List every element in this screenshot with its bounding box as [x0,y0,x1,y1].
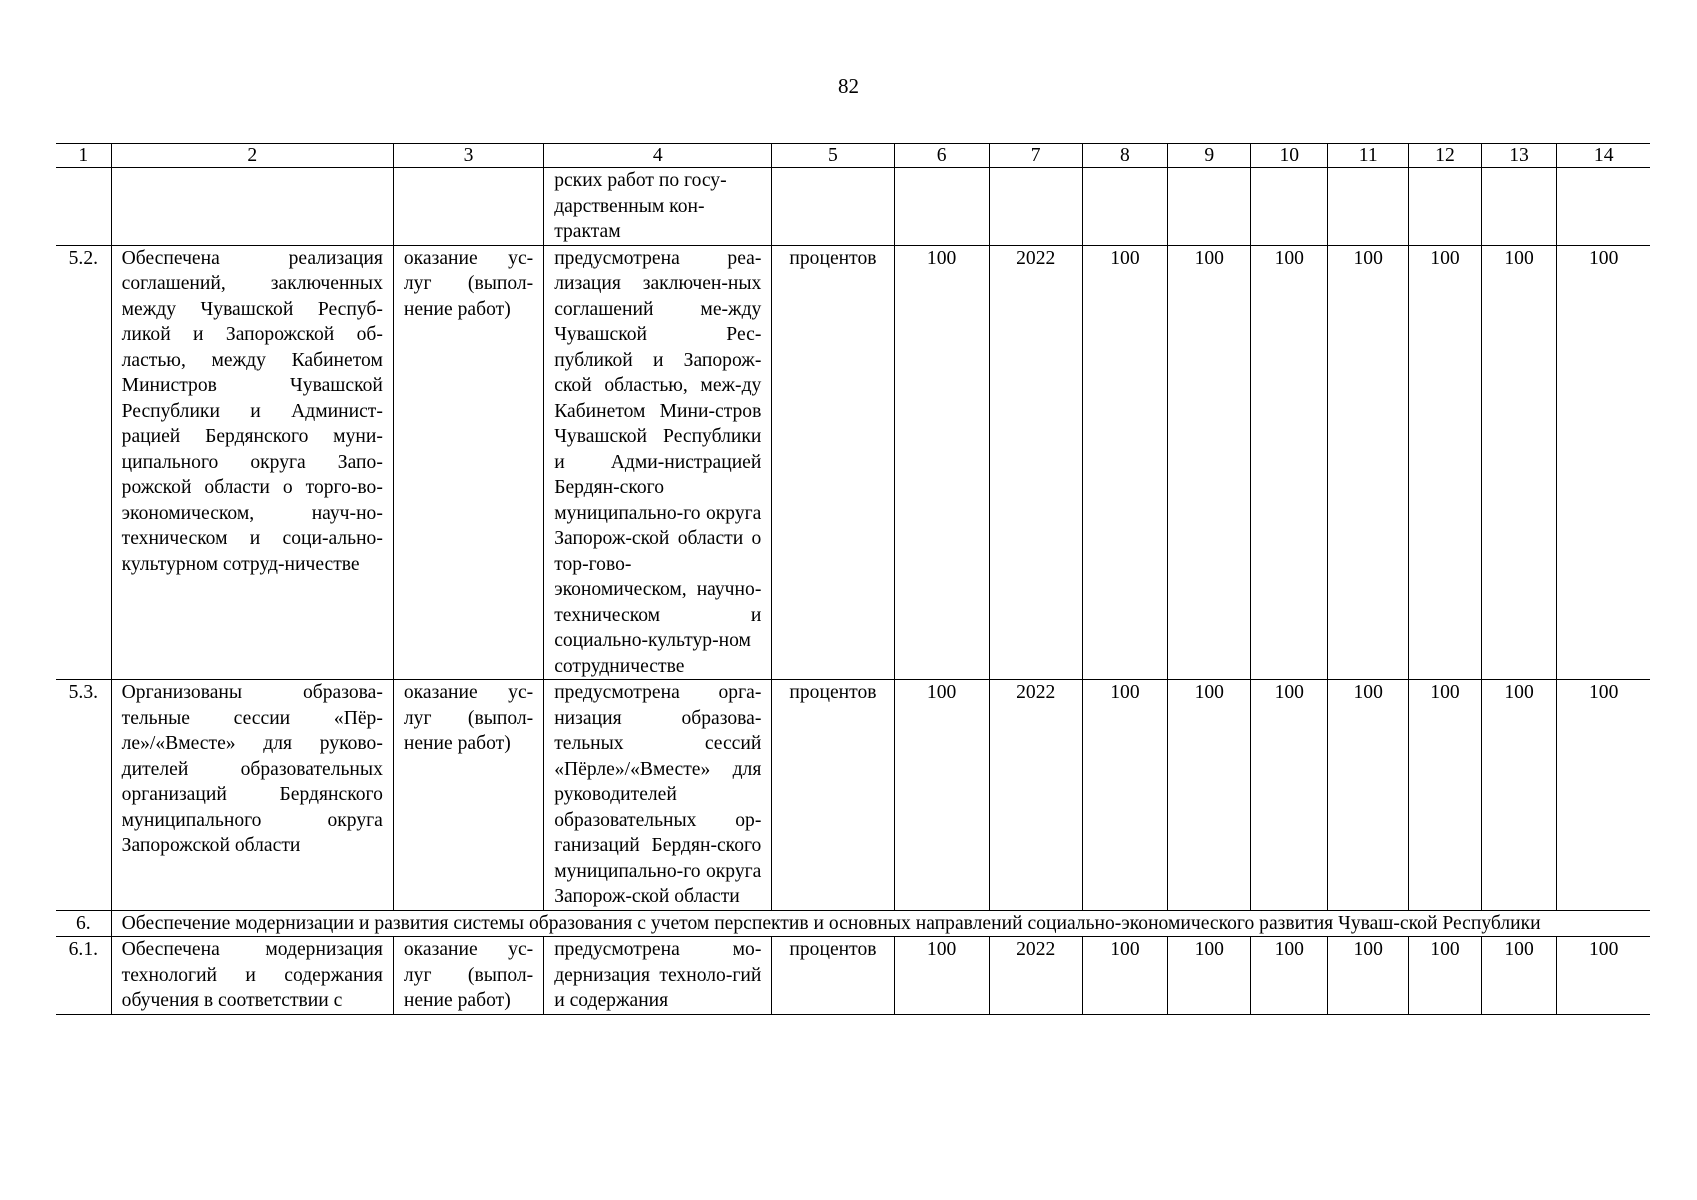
year-value: 100 [1082,245,1167,680]
base-year: 2022 [989,937,1082,1015]
base-value [894,168,989,246]
year-value: 100 [1481,245,1557,680]
column-number: 5 [772,144,894,168]
indicators-table [56,143,1650,1015]
section-row [56,910,1650,937]
year-value: 100 [1251,680,1328,911]
year-value [1082,168,1167,246]
result-name [111,168,393,246]
year-value: 100 [1328,937,1409,1015]
column-number: 3 [393,144,543,168]
year-value [1251,168,1328,246]
unit-of-measure: процентов [772,937,894,1015]
year-value: 100 [1082,937,1167,1015]
result-name: Организованы образова-тельные сессии «Пёр-ле»/«Вместе» для руково-дителей образовательных организаций Бердянского муниципального округа Запорожской области [111,680,393,911]
row-number: 6.1. [56,937,111,1015]
year-value: 100 [1168,937,1251,1015]
year-value: 100 [1328,245,1409,680]
year-value: 100 [1168,245,1251,680]
column-number: 2 [111,144,393,168]
year-value: 100 [1082,680,1167,911]
result-description: предусмотрена реа-лизация заключен-ных соглашений ме-жду Чувашской Рес-публикой и Запорож-ской областью, меж-ду Кабинетом Мини-стров Чувашской Республики и Адми-нистрацией Бердян-ского муниципально-го округа Запорож-ской области о тор-гово-экономическом, научно-техническом и социально-культур-ном сотрудничестве [544,245,772,680]
unit-of-measure: процентов [772,680,894,911]
year-value: 100 [1168,680,1251,911]
result-description: предусмотрена мо-дернизация техноло-гий и содержания [544,937,772,1015]
year-value [1328,168,1409,246]
table-row [56,937,1650,1015]
result-type: оказание ус-луг (выпол-нение работ) [393,937,543,1015]
row-number: 5.3. [56,680,111,911]
table-row [56,168,1650,246]
column-number: 11 [1328,144,1409,168]
section-title: Обеспечение модернизации и развития системы образования с учетом перспектив и основных направлений социально-экономического развития Чуваш-ской Республики [111,910,1650,937]
column-number: 12 [1409,144,1481,168]
base-year: 2022 [989,680,1082,911]
year-value: 100 [1481,680,1557,911]
result-type: оказание ус-луг (выпол-нение работ) [393,245,543,680]
year-value [1481,168,1557,246]
base-year [989,168,1082,246]
unit-of-measure [772,168,894,246]
unit-of-measure: процентов [772,245,894,680]
year-value: 100 [1409,680,1481,911]
table-row [56,680,1650,911]
page-number: 82 [838,74,859,98]
table-row [56,245,1650,680]
column-number: 8 [1082,144,1167,168]
column-number: 9 [1168,144,1251,168]
result-type: оказание ус-луг (выпол-нение работ) [393,680,543,911]
year-value [1168,168,1251,246]
section-number: 6. [56,910,111,937]
column-number: 7 [989,144,1082,168]
column-number: 6 [894,144,989,168]
year-value: 100 [1251,245,1328,680]
result-name: Обеспечена модернизация технологий и содержания обучения в соответствии с [111,937,393,1015]
row-number [56,168,111,246]
year-value [1557,168,1650,246]
result-type [393,168,543,246]
year-value: 100 [1328,680,1409,911]
base-value: 100 [894,937,989,1015]
year-value: 100 [1557,245,1650,680]
column-number: 1 [56,144,111,168]
base-value: 100 [894,680,989,911]
column-number: 14 [1557,144,1650,168]
year-value: 100 [1409,245,1481,680]
base-value: 100 [894,245,989,680]
column-number: 10 [1251,144,1328,168]
column-number: 4 [544,144,772,168]
year-value: 100 [1557,680,1650,911]
result-name: Обеспечена реализация соглашений, заключенных между Чувашской Респуб-ликой и Запорожской об-ластью, между Кабинетом Министров Чувашской Республики и Админист-рацией Бердянского муни-ципального округа Запо-рожской области о торго-во-экономическом, науч-но-техническом и соци-ально-культурном сотруд-ничестве [111,245,393,680]
column-numbers-row [56,144,1650,168]
year-value [1409,168,1481,246]
base-year: 2022 [989,245,1082,680]
column-number: 13 [1481,144,1557,168]
row-number: 5.2. [56,245,111,680]
year-value: 100 [1251,937,1328,1015]
year-value: 100 [1409,937,1481,1015]
year-value: 100 [1557,937,1650,1015]
result-description: предусмотрена орга-низация образова-тельных сессий «Пёрле»/«Вместе» для руководителей образовательных ор-ганизаций Бердян-ского муниципально-го округа Запорож-ской области [544,680,772,911]
result-description: рских работ по госу- дарственным кон- трактам [544,168,772,246]
year-value: 100 [1481,937,1557,1015]
